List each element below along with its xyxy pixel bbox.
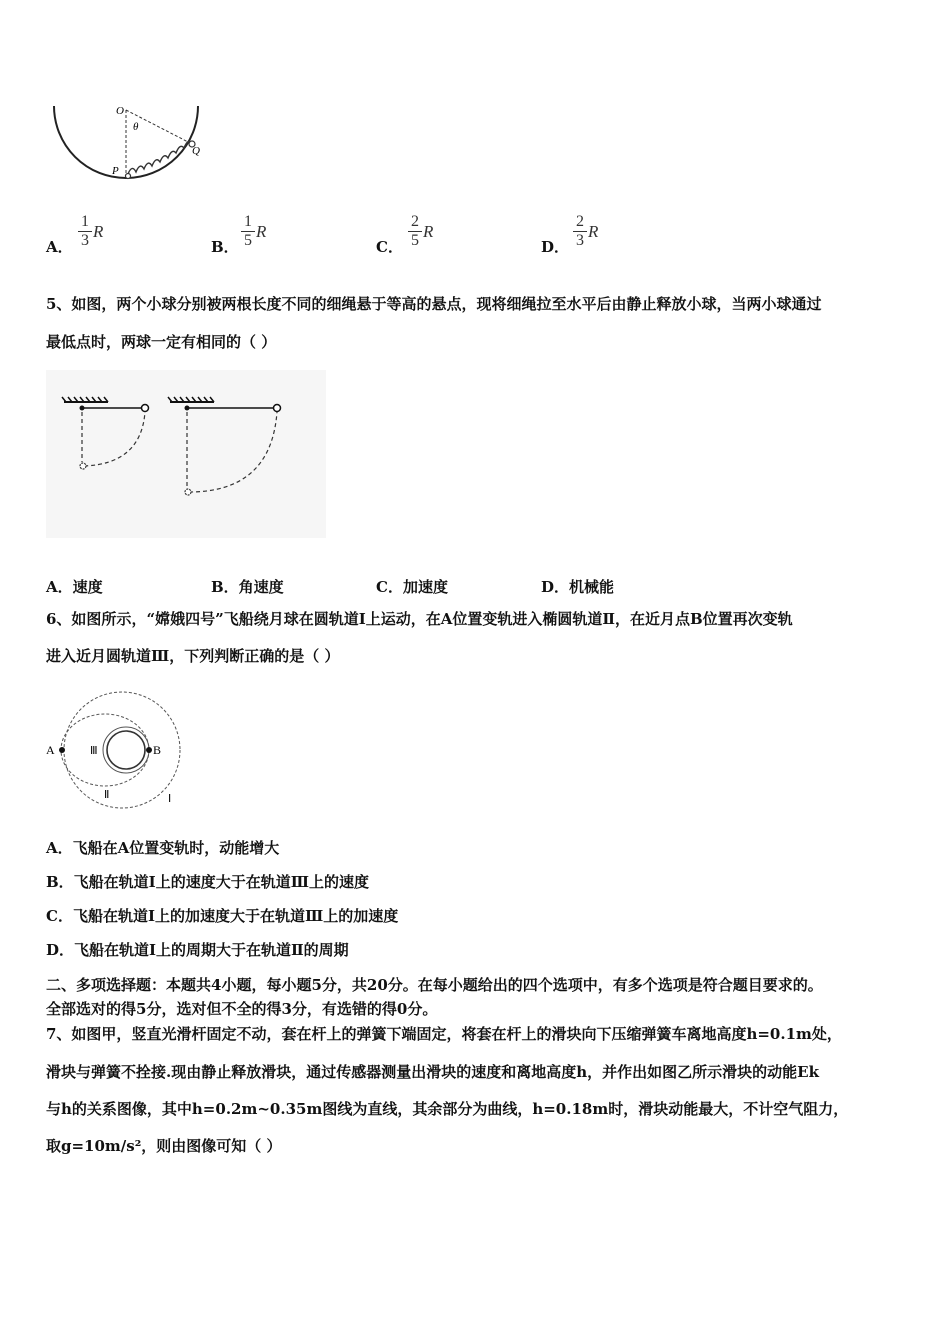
q5-figure: [46, 370, 326, 538]
q6-question-line1: 6、如图所示，“嫦娥四号”飞船绕月球在圆轨道Ⅰ上运动，在A位置变轨进入椭圆轨道Ⅱ，在近月点B位置再次变轨: [46, 610, 793, 628]
q5-option-b[interactable]: B．角速度: [211, 578, 284, 596]
label-i: Ⅰ: [168, 793, 172, 805]
q4-option-d-fraction: 2 3: [573, 214, 587, 249]
q5-option-d[interactable]: D．机械能: [541, 578, 615, 596]
q7-question-line1: 7、如图甲，竖直光滑杆固定不动，套在杆上的弹簧下端固定，将套在杆上的滑块向下压缩弹簧车离地高度h=0.1m处，: [46, 1025, 842, 1043]
q5-option-c[interactable]: C．加速度: [376, 578, 448, 596]
q4-option-c-letter[interactable]: C．: [376, 238, 403, 256]
ball-2-end: [185, 489, 191, 495]
label-ii: Ⅱ: [104, 789, 110, 801]
ball-p: [126, 174, 131, 179]
q4-option-b-fraction: 1 5: [241, 214, 255, 249]
q7-question-line4: 取g=10m/s²，则由图像可知（ ）: [46, 1137, 282, 1155]
label-a: A: [46, 743, 55, 757]
q6-option-a[interactable]: A．飞船在A位置变轨时，动能增大: [46, 839, 280, 857]
q6-question-line2: 进入近月圆轨道Ⅲ，下列判断正确的是（ ）: [46, 647, 340, 665]
q7-question-line2: 滑块与弹簧不拴接.现由静止释放滑块，通过传感器测量出滑块的速度和离地高度h，并作出如图乙所示滑块的动能Ek: [46, 1063, 819, 1081]
label-b: B: [153, 743, 162, 757]
moon: [107, 731, 145, 769]
q5-question-line2: 最低点时，两球一定有相同的（ ）: [46, 333, 277, 351]
q4-option-c-var: R: [423, 222, 434, 241]
point-b: [146, 747, 152, 753]
q4-option-d-var: R: [588, 222, 599, 241]
section2-header-line1: 二、多项选择题：本题共4小题，每小题5分，共20分。在每小题给出的四个选项中，有多个选项是符合题目要求的。: [46, 976, 823, 994]
label-theta: θ: [133, 121, 139, 133]
q7-question-line3: 与h的关系图像，其中h=0.2m~0.35m图线为直线，其余部分为曲线，h=0.18m时，滑块动能最大，不计空气阻力，: [46, 1100, 849, 1118]
q4-option-b-var: R: [256, 222, 267, 241]
q4-option-a-fraction: 1 3: [78, 214, 92, 249]
q4-option-c-fraction: 2 5: [408, 214, 422, 249]
q5-question-line1: 5、如图，两个小球分别被两根长度不同的细绳悬于等高的悬点，现将细绳拉至水平后由静止释放小球，当两小球通过: [46, 295, 822, 313]
q6-option-d[interactable]: D．飞船在轨道Ⅰ上的周期大于在轨道Ⅱ的周期: [46, 941, 349, 959]
ball-1-end: [80, 463, 86, 469]
q5-option-a[interactable]: A．速度: [46, 578, 103, 596]
label-o: O: [116, 105, 124, 117]
q4-option-a-letter[interactable]: A．: [46, 238, 73, 256]
q6-option-b[interactable]: B．飞船在轨道Ⅰ上的速度大于在轨道Ⅲ上的速度: [46, 873, 369, 891]
ball-1-start: [142, 405, 149, 412]
point-a: [59, 747, 65, 753]
q6-figure: [42, 690, 192, 816]
q6-option-c[interactable]: C．飞船在轨道Ⅰ上的加速度大于在轨道Ⅲ上的加速度: [46, 907, 399, 925]
label-q: Q: [192, 145, 200, 157]
q4-option-d-letter[interactable]: D．: [541, 238, 570, 256]
q4-option-b-letter[interactable]: B．: [211, 238, 239, 256]
label-iii: Ⅲ: [90, 745, 98, 757]
q4-figure: [44, 98, 214, 190]
ball-2-start: [274, 405, 281, 412]
section2-header-line2: 全部选对的得5分，选对但不全的得3分，有选错的得0分。: [46, 1000, 438, 1018]
q4-option-a-var: R: [93, 222, 104, 241]
label-p: P: [112, 165, 119, 177]
